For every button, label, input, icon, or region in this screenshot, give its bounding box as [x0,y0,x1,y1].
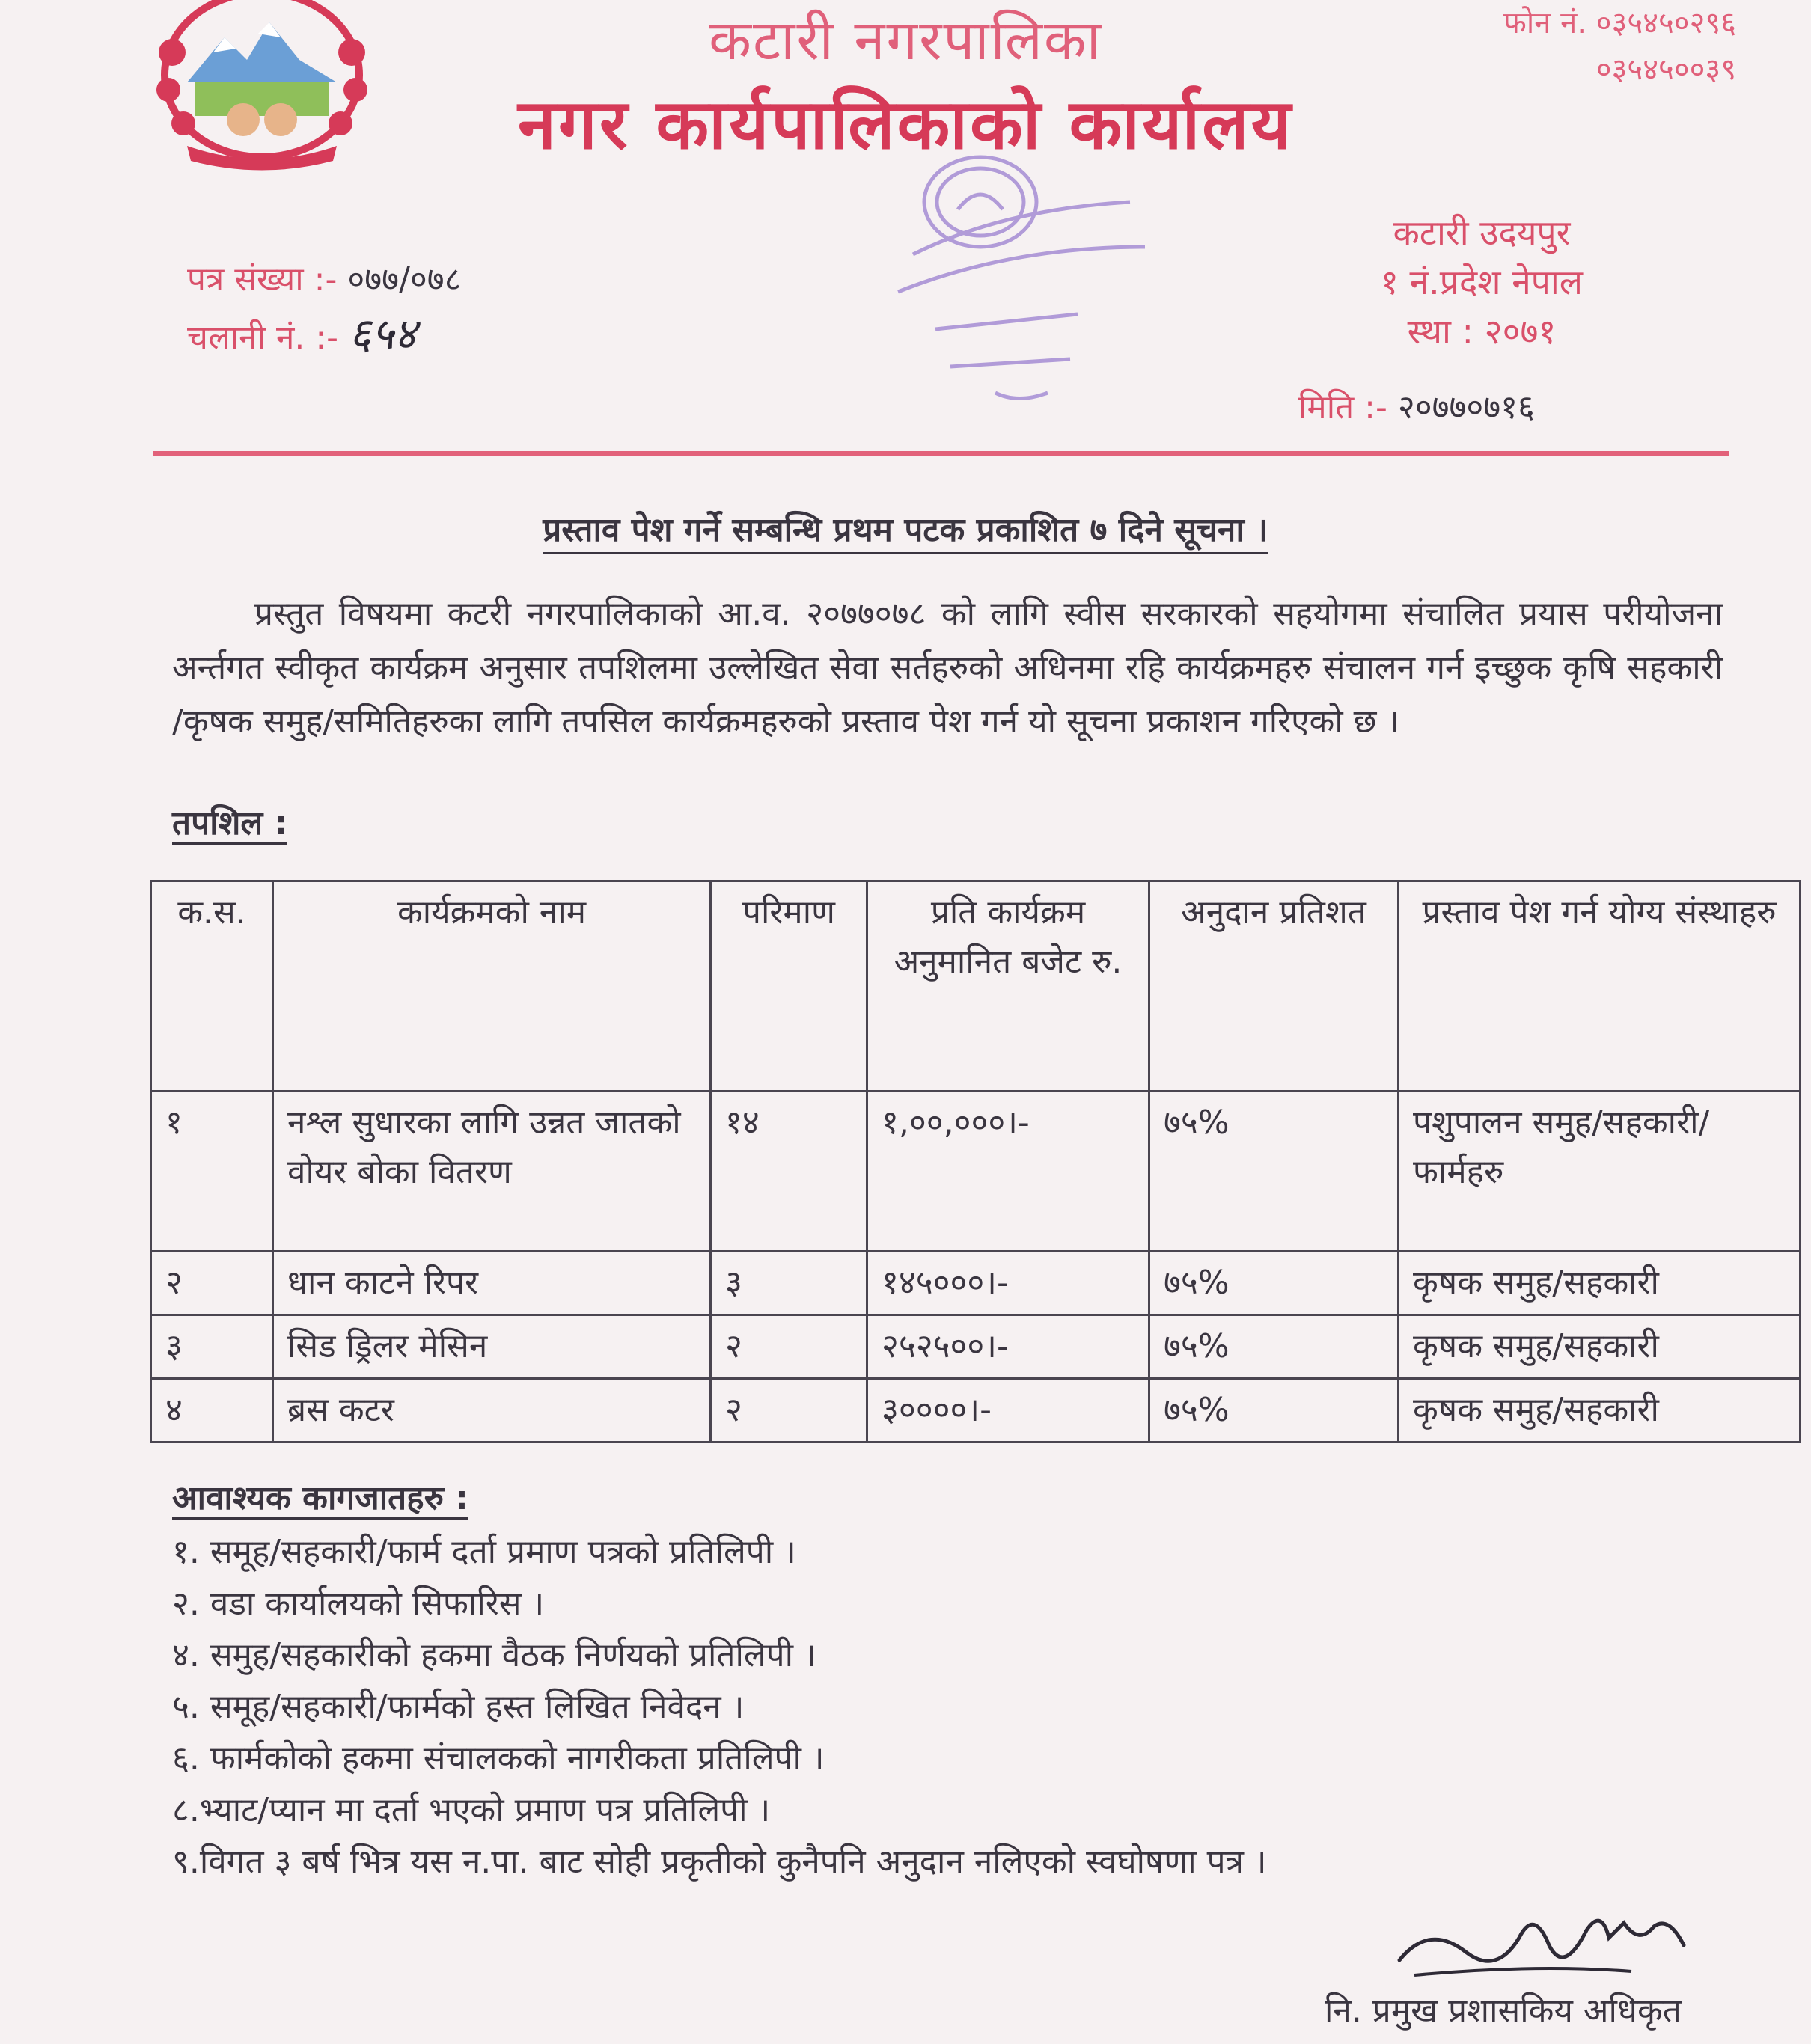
table-row [151,1315,1801,1379]
details-label-text: तपशिल : [172,804,287,845]
cell-quantity: १४ [711,1092,867,1252]
date-label: मिति :- [1298,388,1387,426]
documents-list [172,1526,1267,1888]
documents-heading [172,1474,468,1519]
cell-subsidy: ७५% [1149,1252,1399,1315]
cell-sn: २ [151,1252,273,1315]
address-line: कटारी उदयपुर [1393,212,1571,253]
header-divider [153,451,1729,456]
table-row [151,1092,1801,1252]
cell-eligible: कृषक समुह/सहकारी [1399,1252,1801,1315]
date-value: २०७७०७१६ [1397,388,1535,426]
notice-title-text: प्रस्ताव पेश गर्ने सम्बन्धि प्रथम पटक प्रकाशित ७ दिने सूचना । [543,511,1268,554]
col-header-budget: प्रति कार्यक्रम अनुमानित बजेट रु. [867,881,1149,1092]
notice-body-text: प्रस्तुत विषयमा कटरी नगरपालिकाको आ.व. २०७७०७८ को लागि स्वीस सरकारको सहयोगमा संचालित प्रयास परीयोजना अर्न्तगत स्वीकृत कार्यक्रम अनुसार तपशिलमा उल्लेखित सेवा सर्तहरुको अधिनमा रहि कार्यक्रमहरु संचालन गर्न इच्छुक कृषि सहकारी /कृषक समुह/समितिहरुका लागि तपसिल कार्यक्रमहरुको प्रस्ताव पेश गर्न यो सूचना प्रकाशन गरिएको छ । [172,595,1723,741]
phone-line: फोन नं. ०३५४५०२९६ [1503,6,1736,40]
table-header-row [151,881,1801,1092]
cell-quantity: ३ [711,1252,867,1315]
reference-block [187,253,461,365]
col-header-eligible: प्रस्ताव पेश गर्न योग्य संस्थाहरु [1399,881,1801,1092]
cell-program: ब्रस कटर [273,1379,711,1442]
signer-title: नि. प्रमुख प्रशासकिय अधिकृत [1325,1992,1682,2030]
cell-subsidy: ७५% [1149,1315,1399,1379]
cell-eligible: पशुपालन समुह/सहकारी/फार्महरु [1399,1092,1801,1252]
list-item: ४. समुह/सहकारीको हकमा वैठक निर्णयको प्रतिलिपी । [172,1636,816,1674]
cell-quantity: २ [711,1379,867,1442]
dispatch-number-value: ६५४ [349,308,417,359]
cell-program: नश्ल सुधारका लागि उन्नत जातको वोयर बोका वितरण [273,1092,711,1252]
cell-subsidy: ७५% [1149,1092,1399,1252]
cell-subsidy: ७५% [1149,1379,1399,1442]
col-header-program: कार्यक्रमको नाम [273,881,711,1092]
cell-budget: १४५०००।- [867,1252,1149,1315]
address-line: स्था : २०७१ [1407,311,1557,352]
cell-quantity: २ [711,1315,867,1379]
list-item: ५. समूह/सहकारी/फार्मको हस्त लिखित निवेदन । [172,1688,745,1726]
list-item: २. वडा कार्यालयको सिफारिस । [172,1585,545,1623]
cell-sn: ४ [151,1379,273,1442]
phone-line: ०३५४५००३९ [1595,52,1736,87]
notice-title [0,506,1811,551]
signature-icon [1384,1893,1714,1990]
list-item: १. समूह/सहकारी/फार्म दर्ता प्रमाण पत्रको प्रतिलिपी । [172,1533,796,1571]
notice-body [172,587,1723,749]
table-row [151,1379,1801,1442]
dispatch-number [187,307,461,365]
cell-budget: ३००००।- [867,1379,1149,1442]
cell-budget: १,००,०००।- [867,1092,1149,1252]
list-item: ८.भ्याट/प्यान मा दर्ता भएको प्रमाण पत्र प्रतिलिपी । [172,1791,771,1829]
phone-numbers [1503,0,1736,93]
letter-number [187,253,461,307]
cell-sn: १ [151,1092,273,1252]
cell-program: धान काटने रिपर [273,1252,711,1315]
cell-sn: ३ [151,1315,273,1379]
address-line: १ नं.प्रदेश नेपाल [1381,262,1583,302]
program-table [150,880,1801,1443]
col-header-sn: क.स. [151,881,273,1092]
list-item: ९.विगत ३ बर्ष भित्र यस न.पा. बाट सोही प्रकृतीको कुनैपनि अनुदान नलिएको स्वघोषणा पत्र । [172,1843,1267,1881]
cell-program: सिड ड्रिलर मेसिन [273,1315,711,1379]
details-label [172,799,287,844]
office-name: नगर कार्यपालिकाको कार्यालय [517,85,1294,165]
letter-number-label: पत्र संख्या :- [187,260,338,299]
municipality-name: कटारी नगरपालिका [709,8,1102,73]
cell-budget: २५२५००।- [867,1315,1149,1379]
documents-heading-text: आवाश्यक कागजातहरु : [172,1479,468,1520]
office-address [1340,208,1624,356]
dispatch-number-label: चलानी नं. :- [187,319,339,357]
date-line [1298,383,1535,428]
cell-eligible: कृषक समुह/सहकारी [1399,1315,1801,1379]
cell-eligible: कृषक समुह/सहकारी [1399,1379,1801,1442]
col-header-quantity: परिमाण [711,881,867,1092]
col-header-subsidy: अनुदान प्रतिशत [1149,881,1399,1092]
list-item: ६. फार्मकोको हकमा संचालकको नागरीकता प्रतिलिपी । [172,1739,825,1778]
table-row [151,1252,1801,1315]
letter-number-value: ०७७/०७८ [347,260,462,299]
office-seal-icon [831,120,1175,404]
